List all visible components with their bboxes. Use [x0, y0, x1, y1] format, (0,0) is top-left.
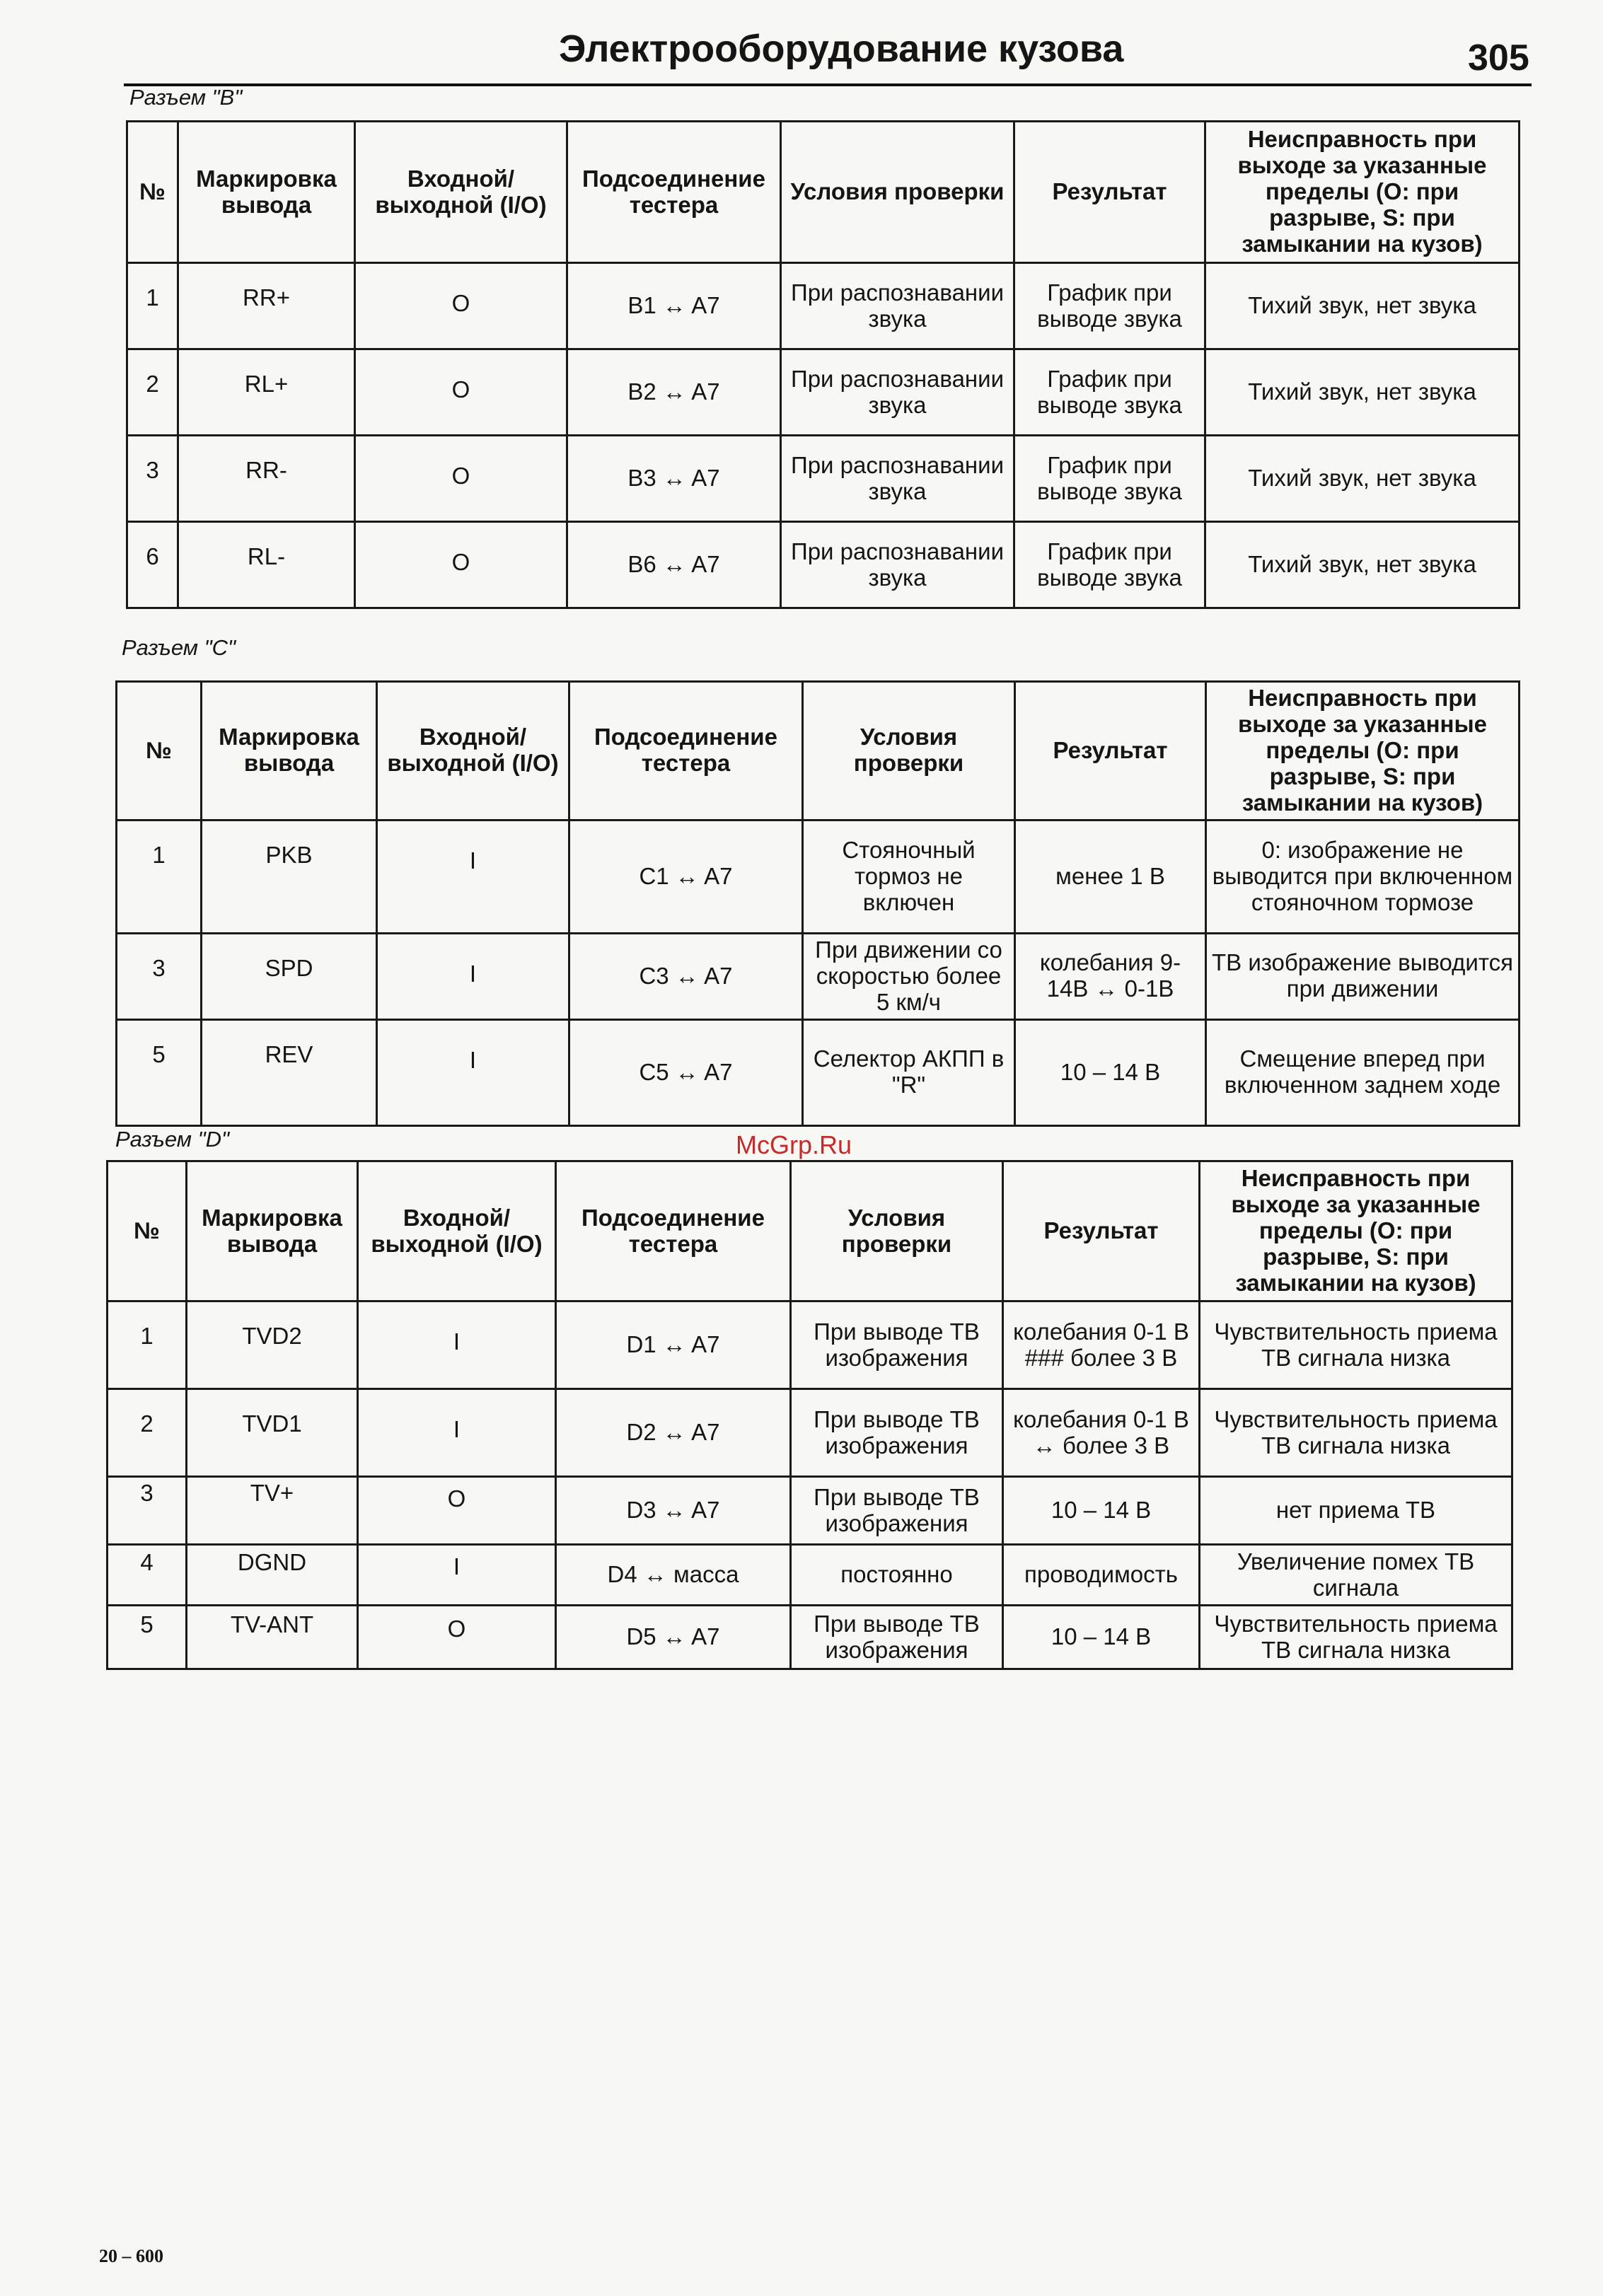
col-header-condition: Условия проверки	[803, 682, 1015, 821]
cell-pin: RL+	[178, 349, 355, 436]
cell-result: График при выводе звука	[1014, 263, 1205, 349]
cell-pin: RR-	[178, 436, 355, 522]
cell-pin: RL-	[178, 522, 355, 608]
cell-pin: DGND	[187, 1545, 358, 1606]
col-header-number: №	[127, 122, 178, 263]
cell-tester: D3 ↔ A7	[556, 1477, 791, 1545]
col-header-fault: Неисправность при выходе за указанные пределы (O: при разрыве, S: при замыкании на кузов)	[1206, 682, 1520, 821]
cell-pin: REV	[202, 1019, 377, 1125]
col-header-fault: Неисправность при выходе за указанные пределы (O: при разрыве, S: при замыкании на кузов)	[1205, 122, 1520, 263]
col-header-number: №	[117, 682, 202, 821]
cell-condition: Стояночный тормоз не включен	[803, 820, 1015, 933]
header-rule	[124, 83, 1532, 86]
cell-fault: Тихий звук, нет звука	[1205, 522, 1520, 608]
section-label-d: Разъем "D"	[115, 1127, 230, 1152]
table-row	[108, 1606, 1512, 1669]
cell-tester: C5 ↔ A7	[569, 1019, 803, 1125]
cell-tester: D5 ↔ A7	[556, 1606, 791, 1669]
cell-result: 10 – 14 В	[1015, 1019, 1206, 1125]
cell-result: колебания 0-1 В ### более 3 В	[1003, 1301, 1200, 1389]
col-header-result: Результат	[1014, 122, 1205, 263]
table-row	[117, 933, 1520, 1019]
cell-tester: B6 ↔ A7	[567, 522, 781, 608]
cell-pin: RR+	[178, 263, 355, 349]
cell-number: 3	[108, 1477, 187, 1545]
connector-d-table	[106, 1160, 1513, 1670]
watermark: McGrp.Ru	[736, 1130, 852, 1159]
cell-condition: При выводе ТВ изображения	[791, 1389, 1003, 1477]
cell-io: I	[377, 820, 569, 933]
cell-tester: C3 ↔ A7	[569, 933, 803, 1019]
cell-condition: При выводе ТВ изображения	[791, 1606, 1003, 1669]
cell-condition: При движении со скоростью более 5 км/ч	[803, 933, 1015, 1019]
cell-fault: Чувствительность приема ТВ сигнала низка	[1200, 1301, 1512, 1389]
cell-fault: ТВ изображение выводится при движении	[1206, 933, 1520, 1019]
cell-pin: TV+	[187, 1477, 358, 1545]
cell-tester: B1 ↔ A7	[567, 263, 781, 349]
cell-io: O	[355, 436, 567, 522]
cell-tester: D4 ↔ масса	[556, 1545, 791, 1606]
col-header-result: Результат	[1015, 682, 1206, 821]
connector-b-table	[126, 120, 1520, 609]
cell-result: менее 1 В	[1015, 820, 1206, 933]
col-header-fault: Неисправность при выходе за указанные пределы (O: при разрыве, S: при замыкании на кузов)	[1200, 1161, 1512, 1301]
cell-tester: D1 ↔ A7	[556, 1301, 791, 1389]
table-row	[117, 1019, 1520, 1125]
cell-number: 3	[127, 436, 178, 522]
cell-pin: TV-ANT	[187, 1606, 358, 1669]
cell-io: O	[358, 1606, 556, 1669]
cell-io: O	[355, 522, 567, 608]
col-header-pin: Маркировка вывода	[187, 1161, 358, 1301]
cell-number: 3	[117, 933, 202, 1019]
cell-number: 2	[127, 349, 178, 436]
cell-number: 4	[108, 1545, 187, 1606]
cell-fault: Увеличение помех ТВ сигнала	[1200, 1545, 1512, 1606]
col-header-io: Входной/ выходной (I/O)	[355, 122, 567, 263]
cell-result: График при выводе звука	[1014, 522, 1205, 608]
connector-c-table	[115, 680, 1520, 1127]
cell-condition: При выводе ТВ изображения	[791, 1301, 1003, 1389]
table-row	[127, 522, 1520, 608]
cell-condition: При распознавании звука	[781, 349, 1014, 436]
cell-fault: 0: изображение не выводится при включенном стояночном тормозе	[1206, 820, 1520, 933]
cell-pin: PKB	[202, 820, 377, 933]
col-header-io: Входной/ выходной (I/O)	[377, 682, 569, 821]
table-header-row	[117, 682, 1520, 821]
cell-fault: Чувствительность приема ТВ сигнала низка	[1200, 1606, 1512, 1669]
cell-result: колебания 9-14В ↔ 0-1В	[1015, 933, 1206, 1019]
cell-pin: TVD1	[187, 1389, 358, 1477]
cell-io: I	[377, 933, 569, 1019]
col-header-io: Входной/ выходной (I/O)	[358, 1161, 556, 1301]
cell-number: 6	[127, 522, 178, 608]
cell-io: O	[358, 1477, 556, 1545]
table-row	[117, 820, 1520, 933]
footer-code: 20 – 600	[99, 2246, 163, 2266]
page-title: Электрооборудование кузова	[559, 28, 1124, 70]
cell-number: 5	[108, 1606, 187, 1669]
col-header-tester: Подсоединение тестера	[567, 122, 781, 263]
table-row	[108, 1389, 1512, 1477]
col-header-condition: Условия проверки	[781, 122, 1014, 263]
cell-result: График при выводе звука	[1014, 436, 1205, 522]
cell-pin: SPD	[202, 933, 377, 1019]
cell-result: 10 – 14 В	[1003, 1477, 1200, 1545]
page-number: 305	[1468, 37, 1529, 79]
cell-tester: C1 ↔ A7	[569, 820, 803, 933]
col-header-pin: Маркировка вывода	[178, 122, 355, 263]
cell-condition: При распознавании звука	[781, 522, 1014, 608]
cell-result: проводимость	[1003, 1545, 1200, 1606]
section-label-b: Разъем "B"	[129, 85, 243, 110]
cell-condition: При распознавании звука	[781, 436, 1014, 522]
table-row	[108, 1301, 1512, 1389]
cell-condition: При распознавании звука	[781, 263, 1014, 349]
cell-pin: TVD2	[187, 1301, 358, 1389]
col-header-condition: Условия проверки	[791, 1161, 1003, 1301]
table-header-row	[108, 1161, 1512, 1301]
cell-fault: Смещение вперед при включенном заднем ходе	[1206, 1019, 1520, 1125]
table-row	[127, 436, 1520, 522]
cell-tester: B2 ↔ A7	[567, 349, 781, 436]
table-row	[127, 263, 1520, 349]
cell-io: I	[358, 1389, 556, 1477]
cell-number: 1	[108, 1301, 187, 1389]
col-header-number: №	[108, 1161, 187, 1301]
cell-io: O	[355, 349, 567, 436]
table-row	[127, 349, 1520, 436]
cell-condition: При выводе ТВ изображения	[791, 1477, 1003, 1545]
cell-io: I	[358, 1301, 556, 1389]
cell-condition: постоянно	[791, 1545, 1003, 1606]
table-row	[108, 1545, 1512, 1606]
cell-io: I	[377, 1019, 569, 1125]
col-header-result: Результат	[1003, 1161, 1200, 1301]
col-header-pin: Маркировка вывода	[202, 682, 377, 821]
section-label-c: Разъем "C"	[122, 635, 236, 660]
cell-condition: Селектор АКПП в "R"	[803, 1019, 1015, 1125]
cell-io: O	[355, 263, 567, 349]
table-header-row	[127, 122, 1520, 263]
col-header-tester: Подсоединение тестера	[556, 1161, 791, 1301]
cell-io: I	[358, 1545, 556, 1606]
cell-fault: Тихий звук, нет звука	[1205, 349, 1520, 436]
cell-result: График при выводе звука	[1014, 349, 1205, 436]
table-row	[108, 1477, 1512, 1545]
cell-fault: нет приема ТВ	[1200, 1477, 1512, 1545]
col-header-tester: Подсоединение тестера	[569, 682, 803, 821]
cell-fault: Тихий звук, нет звука	[1205, 263, 1520, 349]
cell-fault: Чувствительность приема ТВ сигнала низка	[1200, 1389, 1512, 1477]
cell-tester: D2 ↔ A7	[556, 1389, 791, 1477]
cell-result: колебания 0-1 В ↔ более 3 В	[1003, 1389, 1200, 1477]
cell-fault: Тихий звук, нет звука	[1205, 436, 1520, 522]
cell-number: 1	[117, 820, 202, 933]
cell-tester: B3 ↔ A7	[567, 436, 781, 522]
cell-result: 10 – 14 В	[1003, 1606, 1200, 1669]
cell-number: 5	[117, 1019, 202, 1125]
cell-number: 1	[127, 263, 178, 349]
cell-number: 2	[108, 1389, 187, 1477]
